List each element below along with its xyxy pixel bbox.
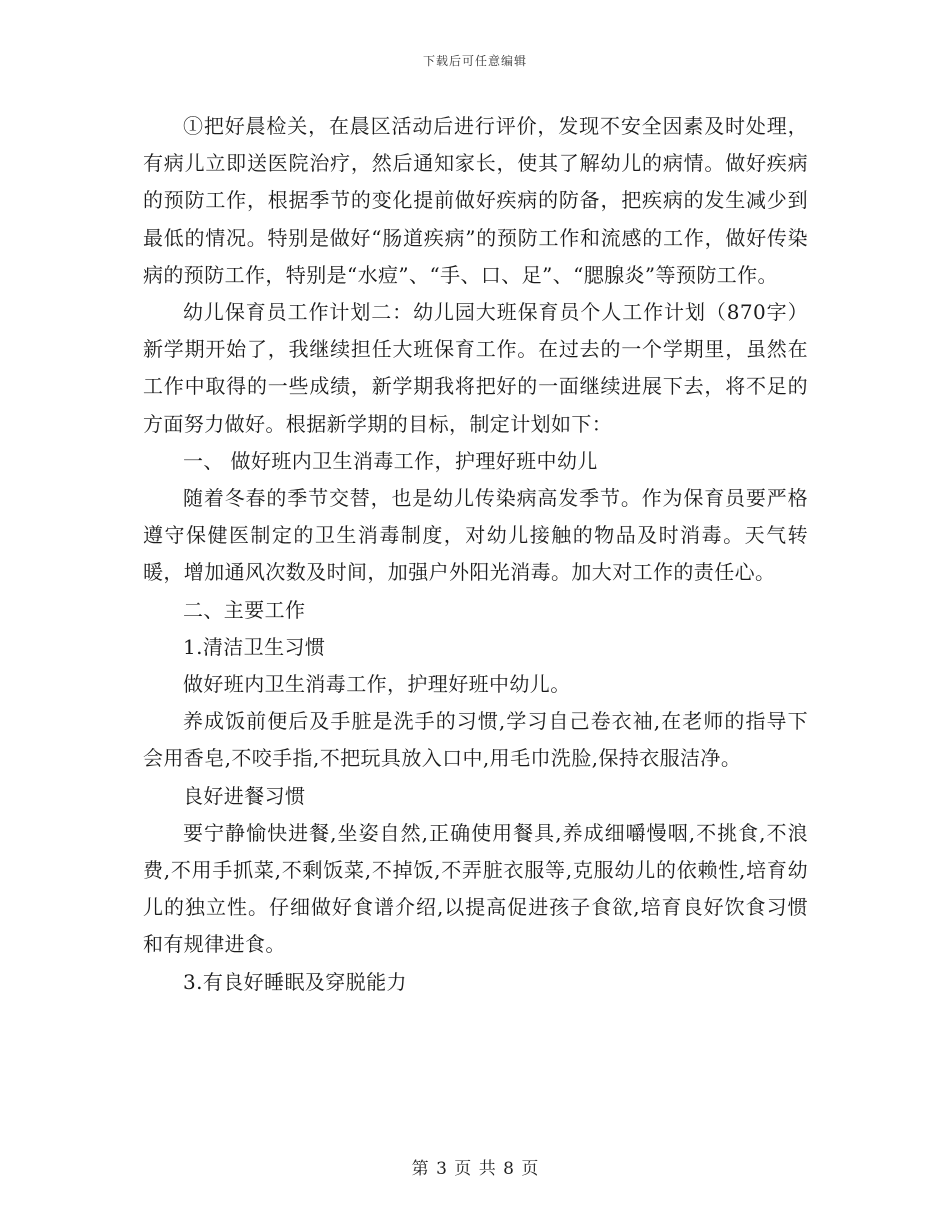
paragraph-eating: 要宁静愉快进餐,坐姿自然,正确使用餐具,养成细嚼慢咽,不挑食,不浪费,不用手抓菜,不剩饭菜,不掉饭,不弄脏衣服等,克服幼儿的依赖性,培育幼儿的独立性。仔细做好食谱介绍,以提高促进孩子食欲,培育良好饮食习惯和有规律进食。 bbox=[143, 820, 808, 957]
paragraph-work-plan-intro: 幼儿保育员工作计划二：幼儿园大班保育员个人工作计划（870字）新学期开始了，我继续担任大班保育工作。在过去的一个学期里，虽然在工作中取得的一些成绩，新学期我将把好的一面继续进展下去，将不足的方面努力做好。根据新学期的目标，制定计划如下： bbox=[143, 300, 808, 436]
page-header: 下载后可任意编辑 bbox=[422, 54, 527, 68]
subheading-eating-habits: 良好进餐习惯 bbox=[183, 783, 306, 808]
paragraph-morning-check: ①把好晨检关，在晨区活动后进行评价，发现不安全因素及时处理，有病儿立即送医院治疗，然后通知家长，使其了解幼儿的病情。做好疾病的预防工作，根据季节的变化提前做好疾病的防备，把疾病的发生减少到最低的情况。特别是做好“肠道疾病”的预防工作和流感的工作，做好传染病的预防工作，特别是“水痘”、“手、口、足”、“腮腺炎”等预防工作。 bbox=[143, 114, 808, 287]
subheading-hygiene-habits: 1.清洁卫生习惯 bbox=[183, 634, 326, 659]
paragraph-seasonal-disinfection: 随着冬春的季节交替，也是幼儿传染病高发季节。作为保育员要严格遵守保健医制定的卫生消毒制度，对幼儿接触的物品及时消毒。天气转暖，增加通风次数及时间，加强户外阳光消毒。加大对工作的责任心。 bbox=[143, 486, 808, 585]
subheading-sleep-dressing: 3.有良好睡眠及穿脱能力 bbox=[183, 969, 407, 994]
document-body bbox=[143, 108, 808, 1001]
paragraph-handwashing: 养成饭前便后及手脏是洗手的习惯,学习自己卷衣袖,在老师的指导下会用香皂,不咬手指,不把玩具放入口中,用毛巾洗脸,保持衣服洁净。 bbox=[143, 709, 808, 771]
paragraph-class-hygiene: 做好班内卫生消毒工作，护理好班中幼儿。 bbox=[183, 672, 571, 697]
page-number: 第 3 页 共 8 页 bbox=[411, 1159, 539, 1179]
section-heading-2: 二、主要工作 bbox=[183, 597, 306, 622]
section-heading-1: 一、 做好班内卫生消毒工作，护理好班中幼儿 bbox=[183, 448, 598, 473]
